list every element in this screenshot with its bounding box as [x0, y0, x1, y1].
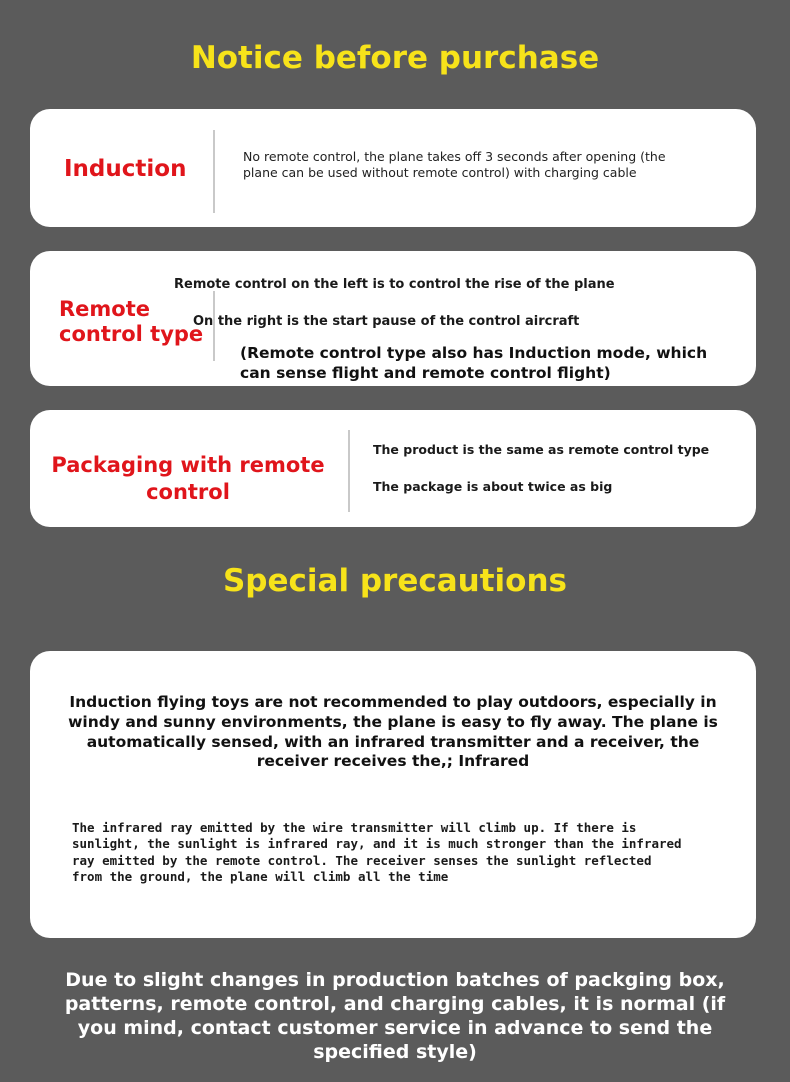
precautions-paragraph-1: Induction flying toys are not recommended to play outdoors, especially in windy and sunny environments, the plane is easy to fly away. The plane is automatically sensed, with an infrared transmitter and a receiver, the receiver receives the,; Infrared — [68, 693, 718, 771]
remote-card — [30, 251, 756, 386]
remote-note: (Remote control type also has Induction mode, which can sense flight and remote control flight) — [240, 344, 708, 382]
divider — [213, 130, 215, 213]
packaging-card — [30, 410, 756, 527]
precautions-paragraph-2: The infrared ray emitted by the wire transmitter will climb up. If there is sunlight, the sunlight is infrared ray, and it is much stronger than the infrared ray emitted by the remote control. The receiver senses the sunlight reflected from the ground, the plane will climb all the time — [72, 820, 682, 884]
induction-label: Induction — [64, 156, 187, 182]
special-precautions-title: Special precautions — [222, 563, 567, 599]
induction-description: No remote control, the plane takes off 3 seconds after opening (the plane can be used without remote control) with charging cable — [243, 149, 666, 180]
precautions-card — [30, 651, 756, 938]
divider — [348, 430, 350, 512]
footer-note: Due to slight changes in production batches of packging box, patterns, remote control, and charging cables, it is normal (if you mind, contact customer service in advance to send the specified style) — [64, 969, 726, 1064]
packaging-line-1: The product is the same as remote control type — [373, 442, 710, 457]
packaging-line-2: The package is about twice as big — [373, 479, 613, 494]
induction-card — [30, 109, 756, 227]
notice-title: Notice before purchase — [190, 40, 600, 76]
remote-line-2: On the right is the start pause of the control aircraft — [193, 314, 580, 329]
remote-label: Remote control type — [59, 297, 204, 347]
remote-line-1: Remote control on the left is to control the rise of the plane — [174, 277, 615, 292]
packaging-label: Packaging with remote control — [51, 453, 325, 505]
